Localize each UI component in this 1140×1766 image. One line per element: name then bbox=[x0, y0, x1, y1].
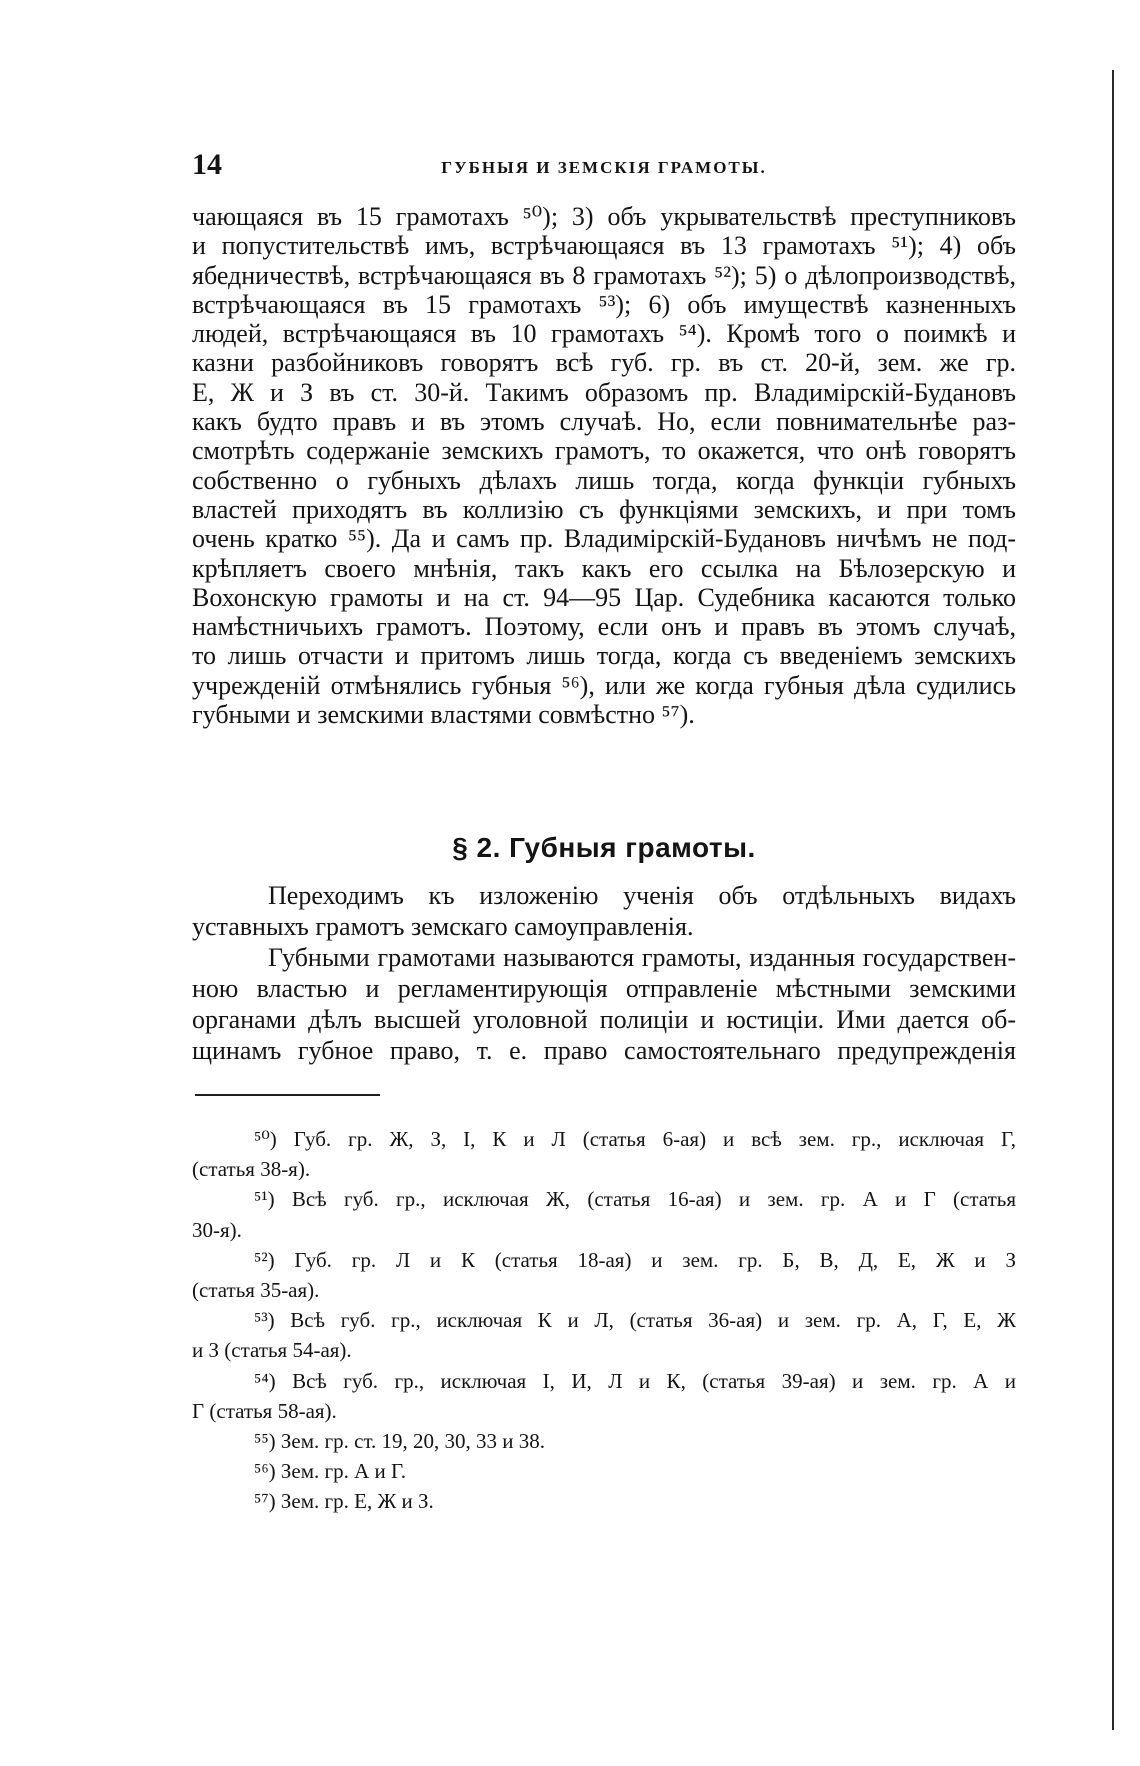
footnote-line: ⁵³) Всѣ губ. гр., исключая К и Л, (статья 36-ая) и зем. гр. А, Г, Е, Ж bbox=[254, 1308, 1016, 1333]
footnote-line: (статья 38-я). bbox=[192, 1157, 311, 1182]
footnote-line: ⁵¹) Всѣ губ. гр., исключая Ж, (статья 16-ая) и зем. гр. А и Г (статья bbox=[254, 1187, 1016, 1212]
page-number: 14 bbox=[192, 148, 222, 181]
section-heading: § 2. Губныя грамоты. bbox=[452, 832, 756, 863]
footnote-line: ⁵²) Губ. гр. Л и К (статья 18-ая) и зем. гр. Б, В, Д, Е, Ж и З bbox=[254, 1247, 1016, 1272]
text-line: собственно о губныхъ дѣлахъ лишь тогда, когда функціи губныхъ bbox=[192, 465, 1016, 495]
text-line: учрежденій отмѣнялись губныя ⁵⁶), или же когда губныя дѣла судились bbox=[192, 670, 1016, 700]
footnote-line: ⁵⁷) Зем. гр. Е, Ж и З. bbox=[254, 1489, 434, 1514]
text-line: щинамъ губное право, т. е. право самостоятельнаго предупрежденія bbox=[192, 1036, 1016, 1065]
continued-paragraph bbox=[192, 202, 1016, 729]
text-line: намѣстничьихъ грамотъ. Поэтому, если онъ и правъ въ этомъ случаѣ, bbox=[192, 612, 1016, 642]
page-header bbox=[192, 148, 1016, 188]
text-line: Губными грамотами называются грамоты, изданныя государствен- bbox=[268, 943, 1016, 972]
text-line: ябедничествѣ, встрѣчающаяся въ 8 грамотахъ ⁵²); 5) о дѣлопроизводствѣ, bbox=[192, 260, 1016, 290]
footnote-line: (статья 35-ая). bbox=[192, 1278, 320, 1303]
footnote-line: 30-я). bbox=[192, 1217, 242, 1242]
section-body bbox=[192, 880, 1016, 1066]
text-line: Переходимъ къ изложенію ученія объ отдѣльныхъ видахъ bbox=[268, 881, 1016, 910]
text-line: губными и земскими властями совмѣстно ⁵⁷). bbox=[192, 700, 695, 730]
text-line: ною властью и регламентирующія отправленіе мѣстными земскими bbox=[192, 974, 1016, 1003]
footnote-divider bbox=[195, 1094, 380, 1096]
page-edge-line bbox=[1112, 70, 1114, 1730]
text-line: встрѣчающаяся въ 15 грамотахъ ⁵³); 6) объ имуществѣ казненныхъ bbox=[192, 289, 1016, 319]
footnotes bbox=[192, 1124, 1016, 1517]
footnote-line: ⁵⁵) Зем. гр. ст. 19, 20, 30, 33 и 38. bbox=[254, 1429, 546, 1454]
text-line: то лишь отчасти и притомъ лишь тогда, когда съ введеніемъ земскихъ bbox=[192, 641, 1016, 671]
text-line: людей, встрѣчающаяся въ 10 грамотахъ ⁵⁴). Кромѣ того о поимкѣ и bbox=[192, 319, 1016, 349]
text-line: какъ будто правъ и въ этомъ случаѣ. Но, если повнимательнѣе раз- bbox=[192, 407, 1016, 437]
text-line: властей приходятъ въ коллизію съ функціями земскихъ, и при томъ bbox=[192, 494, 1016, 524]
text-line: Вохонскую грамоты и на ст. 94—95 Цар. Судебника касаются только bbox=[192, 582, 1016, 612]
text-line: органами дѣлъ высшей уголовной полиціи и юстиціи. Ими дается об- bbox=[192, 1005, 1016, 1034]
footnote-line: и З (статья 54-ая). bbox=[192, 1338, 352, 1363]
text-line: смотрѣть содержаніе земскихъ грамотъ, то окажется, что онѣ говорятъ bbox=[192, 436, 1016, 466]
footnote-line: ⁵⁰) Губ. гр. Ж, З, І, К и Л (статья 6-ая) и всѣ зем. гр., исключая Г, bbox=[254, 1127, 1016, 1151]
text-line: казни разбойниковъ говорятъ всѣ губ. гр. въ ст. 20-й, зем. же гр. bbox=[192, 348, 1016, 378]
text-line: уставныхъ грамотъ земскаго самоуправленія. bbox=[192, 912, 694, 941]
footnote-line: ⁵⁴) Всѣ губ. гр., исключая І, И, Л и К, (статья 39-ая) и зем. гр. А и bbox=[254, 1368, 1016, 1393]
text-line: Е, Ж и З въ ст. 30-й. Такимъ образомъ пр. Владимірскій-Будановъ bbox=[192, 377, 1016, 407]
running-title: ГУБНЫЯ И ЗЕМСКІЯ ГРАМОТЫ. bbox=[441, 158, 767, 177]
text-line: и попустительствѣ имъ, встрѣчающаяся въ 13 грамотахъ ⁵¹); 4) объ bbox=[192, 231, 1016, 261]
footnote-line: ⁵⁶) Зем. гр. А и Г. bbox=[254, 1459, 407, 1484]
text-line: чающаяся въ 15 грамотахъ ⁵⁰); 3) объ укрывательствѣ преступниковъ bbox=[192, 202, 1016, 231]
text-line: очень кратко ⁵⁵). Да и самъ пр. Владимірскій-Будановъ ничѣмъ не под- bbox=[192, 524, 1016, 554]
text-line: крѣпляетъ своего мнѣнія, такъ какъ его ссылка на Бѣлозерскую и bbox=[192, 553, 1016, 583]
footnote-line: Г (статья 58-ая). bbox=[192, 1398, 337, 1423]
